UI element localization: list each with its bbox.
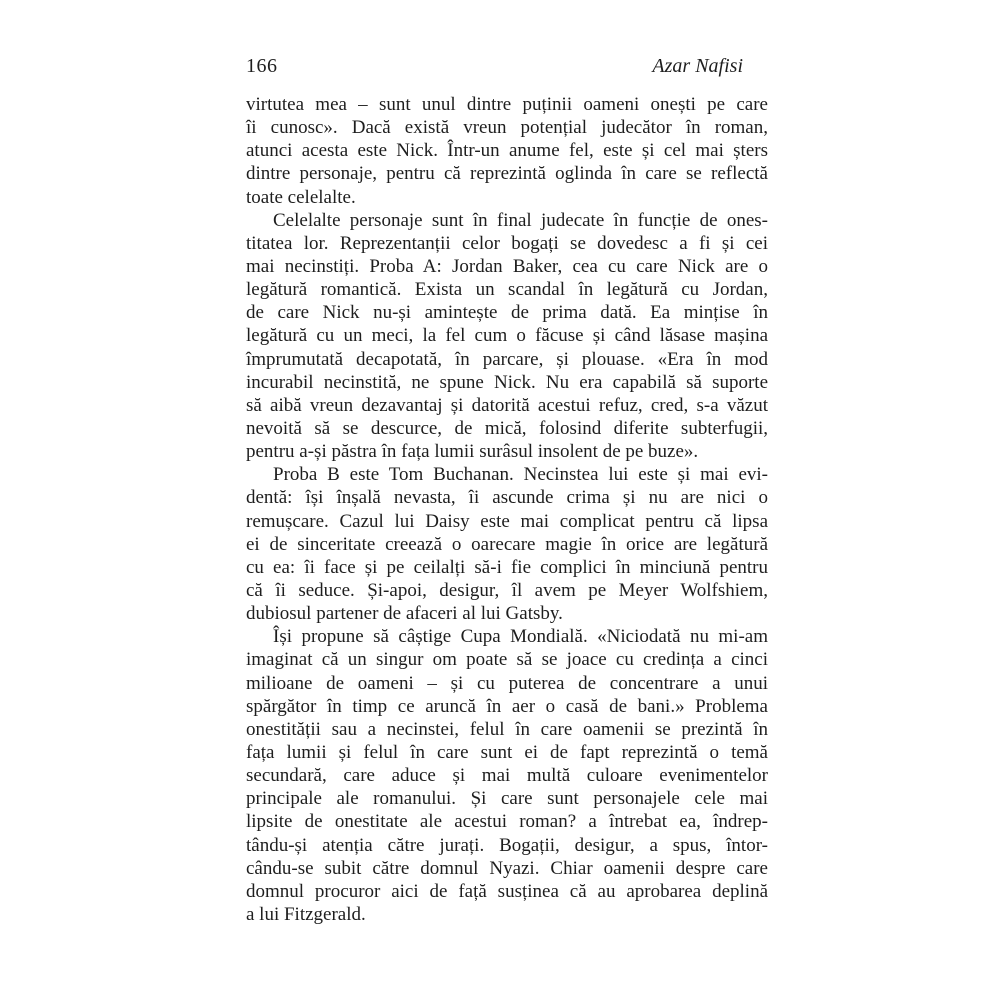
text-line: lipsite de onestitate ale acestui roman? a întrebat ea, îndrep- [246, 811, 768, 833]
page-text [246, 93, 768, 926]
text-line: toate celelalte. [246, 186, 356, 208]
page-number: 166 [246, 55, 278, 77]
text-line: dintre personaje, pentru că reprezintă oglinda în care se reflectă [246, 163, 768, 185]
text-line: Celelalte personaje sunt în final judecate în funcție de ones- [273, 209, 768, 231]
text-line: a lui Fitzgerald. [246, 903, 366, 925]
text-line: atunci acesta este Nick. Într-un anume fel, este și cel mai șters [246, 140, 768, 162]
text-line: incurabil necinstită, ne spune Nick. Nu era capabilă să suporte [246, 371, 768, 393]
page-header [246, 54, 768, 78]
text-line: dubiosul partener de afaceri al lui Gatsby. [246, 603, 563, 625]
text-line: cu ea: îi face și pe ceilalți să-i fie complici în minciună pentru [246, 556, 768, 578]
text-line: tându-și atenția către jurați. Bogații, desigur, a spus, întor- [246, 834, 768, 856]
text-line: nevoită să se descurce, de mică, folosind diferite subterfugii, [246, 417, 768, 439]
text-line: îi cunosc». Dacă există vreun potențial judecător în roman, [246, 117, 768, 139]
text-line: cându-se subit către domnul Nyazi. Chiar oamenii despre care [246, 857, 768, 879]
text-line: secundară, care aduce și mai multă culoare evenimentelor [246, 765, 768, 787]
text-line: fața lumii și felul în care sunt ei de fapt reprezintă o temă [246, 741, 768, 763]
text-line: titatea lor. Reprezentanții celor bogați se dovedesc a fi și cei [246, 232, 768, 254]
text-line: milioane de oameni – și cu puterea de concentrare a unui [246, 672, 768, 694]
text-line: împrumutată decapotată, în parcare, și plouase. «Era în mod [246, 348, 768, 370]
text-line: principale ale romanului. Și care sunt personajele cele mai [246, 788, 768, 810]
text-line: domnul procuror aici de față susținea că au aprobarea deplină [246, 880, 768, 902]
text-line: că îi seduce. Și-apoi, desigur, îl avem pe Meyer Wolfshiem, [246, 579, 768, 601]
text-line: spărgător în timp ce aruncă în aer o casă de bani.» Problema [246, 695, 768, 717]
text-line: ei de sinceritate creează o oarecare magie în orice are legătură [246, 533, 768, 555]
text-line: Își propune să câștige Cupa Mondială. «Niciodată nu mi-am [273, 626, 768, 648]
text-line: mai necinstiți. Proba A: Jordan Baker, cea cu care Nick are o [246, 255, 768, 277]
running-head: Azar Nafisi [652, 55, 743, 77]
text-line: dentă: își înșală nevasta, îi ascunde crima și nu are nici o [246, 487, 768, 509]
text-line: legătură cu un meci, la fel cum o făcuse și când lăsase mașina [246, 325, 768, 347]
text-line: Proba B este Tom Buchanan. Necinstea lui este și mai evi- [273, 464, 768, 486]
text-line: onestității sau a necinstei, felul în care oamenii se prezintă în [246, 718, 768, 740]
text-line: de care Nick nu-și amintește de prima dată. Ea mințise în [246, 302, 768, 324]
text-line: virtutea mea – sunt unul dintre puținii oameni onești pe care [246, 94, 768, 115]
text-line: să aibă vreun dezavantaj și datorită acestui refuz, cred, s-a văzut [246, 394, 768, 416]
text-line: imaginat că un singur om poate să se joace cu credința a cinci [246, 649, 768, 671]
text-line: pentru a-și păstra în fața lumii surâsul insolent de pe buze». [246, 441, 699, 463]
text-line: legătură romantică. Exista un scandal în legătură cu Jordan, [246, 279, 768, 301]
text-line: remușcare. Cazul lui Daisy este mai complicat pentru că lipsa [246, 510, 768, 532]
